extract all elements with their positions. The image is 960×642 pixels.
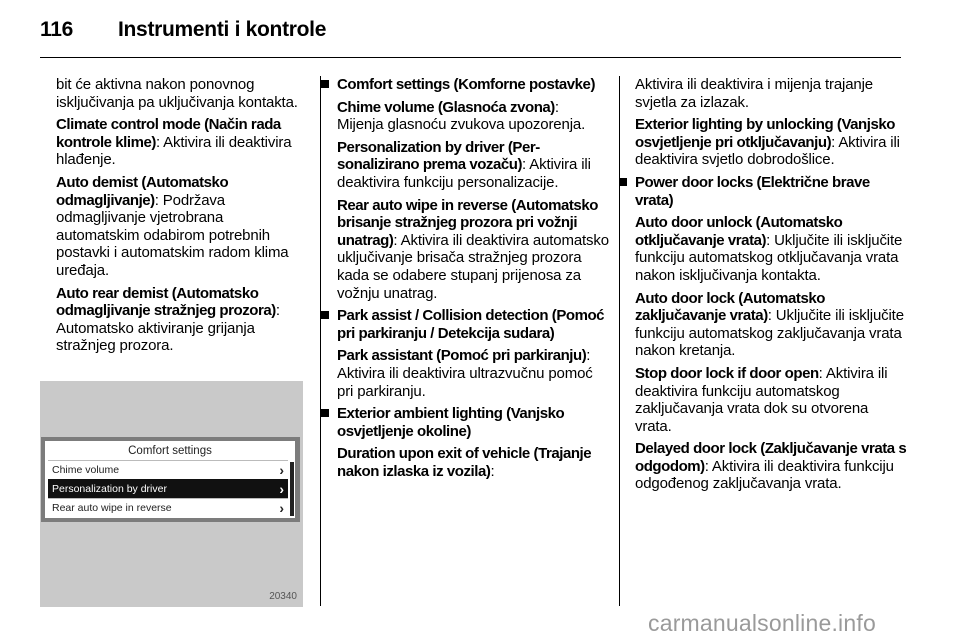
menu-panel bbox=[45, 441, 295, 518]
display-screen bbox=[41, 437, 300, 522]
setting-term: Auto rear demist (Automatsko odmagljivanje stražnjeg prozora) bbox=[56, 284, 276, 320]
setting-entry: Climate control mode (Način rada kontrole klime): Aktivira ili deaktivira hlađenje. bbox=[56, 116, 292, 169]
section-bullet: Park assist / Collision detection (Pomoć pri parkiranju / Detekcija sudara) bbox=[337, 307, 609, 342]
column-divider bbox=[619, 76, 620, 606]
setting-entry: Auto rear demist (Automatsko odmagljivanje stražnjeg prozora): Automatsko aktiviranje grijanja stražnjeg prozora. bbox=[56, 284, 280, 355]
setting-term: Chime volume (Glasnoća zvona) bbox=[337, 98, 555, 116]
setting-term: Duration upon exit of vehicle (Trajanje nakon izlaska iz vozila) bbox=[337, 445, 592, 480]
chevron-right-icon: › bbox=[279, 481, 284, 497]
setting-term: Delayed door lock (Zaključavanje vrata s odgodom) bbox=[635, 440, 907, 475]
watermark: carmanualsonline.info bbox=[648, 610, 876, 636]
setting-entry: Delayed door lock (Zaključavanje vrata s odgodom): Aktivira ili deaktivira funkciju odgođenog zaključavanja vrata. bbox=[635, 440, 907, 493]
chevron-right-icon: › bbox=[279, 500, 284, 516]
header-rule bbox=[40, 57, 901, 58]
column-3 bbox=[635, 76, 907, 498]
comfort-settings-figure bbox=[40, 381, 303, 607]
paragraph: bit će aktivna nakon ponovnog isključivanja pa uključivanja kontakta. bbox=[56, 76, 298, 111]
setting-entry: Duration upon exit of vehicle (Trajanje nakon izlaska iz vozila): bbox=[337, 445, 592, 480]
section-bullet: Comfort settings (Komforne postavke) bbox=[337, 76, 609, 94]
section-bullet: Power door locks (Električne brave vrata) bbox=[635, 174, 907, 209]
setting-entry: Auto door unlock (Automatsko otključavanje vrata): Uključite ili isključite funkciju automatskog otključavanja vrata nakon isključivanja kontakta. bbox=[635, 214, 903, 284]
setting-term: Stop door lock if door open bbox=[635, 364, 819, 382]
setting-entry: Personalization by driver (Per-sonalizirano prema vozaču): Aktivira ili deaktivira funkciju personalizacije. bbox=[337, 138, 591, 191]
menu-title: Comfort settings bbox=[128, 445, 212, 457]
setting-term: Exterior lighting by unlocking (Vanjsko osvjetljenje pri otključavanju) bbox=[635, 116, 895, 151]
figure-id: 20340 bbox=[269, 591, 297, 602]
column-2 bbox=[337, 76, 609, 485]
page-number: 116 bbox=[40, 18, 73, 41]
paragraph: Aktivira ili deaktivira i mijenja trajanje svjetla za izlazak. bbox=[635, 76, 873, 111]
bullet-square-icon bbox=[321, 311, 329, 319]
menu-item-chime-volume[interactable]: Chime volume › bbox=[48, 460, 288, 479]
chevron-right-icon: › bbox=[279, 462, 284, 478]
setting-entry: Park assistant (Pomoć pri parkiranju): Aktivira ili deaktivira ultrazvučnu pomoć pri parkiranju. bbox=[337, 347, 593, 400]
bullet-square-icon bbox=[321, 80, 329, 88]
column-divider bbox=[320, 76, 321, 606]
setting-entry: Auto demist (Automatsko odmagljivanje): Podržava odmagljivanje vjetrobrana automatskim odabirom potrebnih postavki i automatskim radom klima uređaja. bbox=[56, 173, 289, 279]
setting-term: Auto door lock (Automatsko zaključavanje vrata) bbox=[635, 289, 825, 325]
setting-entry: Rear auto wipe in reverse (Automatsko brisanje stražnjeg prozora pri vožnji unatrag): Aktivira ili deaktivira automatsko uključivanje brisača stražnjeg prozora kada se odabere stupanj prijenosa za vožnju unatrag. bbox=[337, 196, 609, 302]
bullet-square-icon bbox=[321, 409, 329, 417]
menu-item-rear-auto-wipe[interactable]: Rear auto wipe in reverse › bbox=[48, 498, 288, 517]
section-bullet: Exterior ambient lighting (Vanjsko osvjetljenje okoline) bbox=[337, 405, 609, 440]
bullet-square-icon bbox=[619, 178, 627, 186]
setting-entry: Chime volume (Glasnoća zvona): Mijenja glasnoću zvukova upozorenja. bbox=[337, 98, 586, 134]
setting-term: Personalization by driver (Per-sonalizirano prema vozaču) bbox=[337, 138, 540, 174]
setting-entry: Exterior lighting by unlocking (Vanjsko osvjetljenje pri otključavanju): Aktivira ili deaktivira svjetlo dobrodošlice. bbox=[635, 116, 900, 169]
scrollbar[interactable] bbox=[290, 462, 294, 516]
setting-term: Auto door unlock (Automatsko otključavanje vrata) bbox=[635, 214, 843, 249]
setting-term: Park assistant (Pomoć pri parkiranju) bbox=[337, 347, 587, 365]
menu-item-personalization-by-driver[interactable]: Personalization by driver › bbox=[48, 479, 288, 498]
setting-term: Rear auto wipe in reverse (Automatsko brisanje stražnjeg prozora pri vožnji unatrag) bbox=[337, 196, 598, 249]
column-1 bbox=[56, 76, 308, 360]
page-title: Instrumenti i kontrole bbox=[118, 18, 327, 41]
setting-term: Climate control mode (Način rada kontrole klime) bbox=[56, 116, 281, 151]
setting-entry: Auto door lock (Automatsko zaključavanje vrata): Uključite ili isključite funkciju automatskog zaključavanja vrata nakon kretanja. bbox=[635, 289, 904, 360]
setting-entry: Stop door lock if door open: Aktivira ili deaktivira funkciju automatskog zaključavanja vrata dok su otvorena vrata. bbox=[635, 364, 888, 435]
setting-term: Auto demist (Automatsko odmagljivanje) bbox=[56, 173, 229, 209]
